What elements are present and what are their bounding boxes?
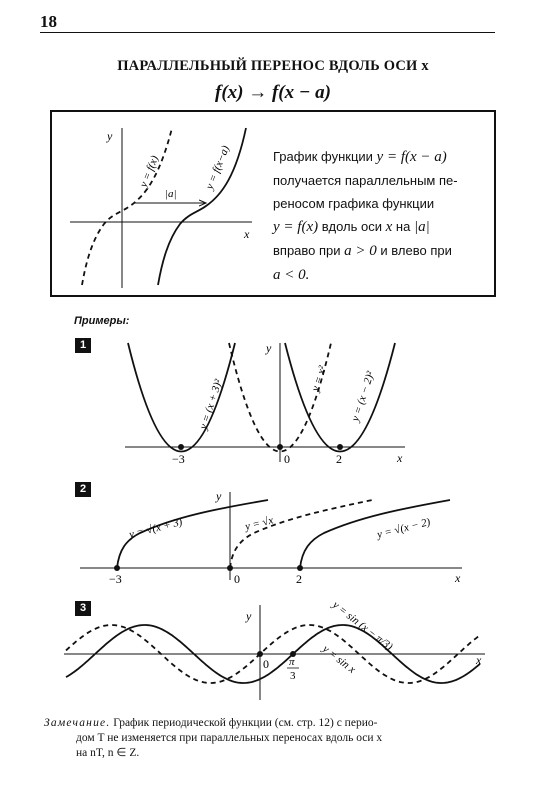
ex1-label-mid: y = x²: [309, 364, 329, 393]
rule-axis-y-label: y: [107, 129, 113, 143]
ex3-tick-zero: 0: [263, 657, 269, 671]
example-3-badge: 3: [75, 601, 91, 616]
rule-axis-x-label: x: [244, 227, 250, 241]
ex1-axis-x-label: x: [397, 451, 403, 465]
section-title: ПАРАЛЛЕЛЬНЫЙ ПЕРЕНОС ВДОЛЬ ОСИ x: [117, 58, 429, 74]
ex1-axis-y-label: y: [266, 341, 272, 355]
ex2-axis-y-label: y: [216, 489, 222, 503]
rule-text-13: a < 0.: [273, 267, 310, 283]
ex2-label-left: y = √(x + 3): [127, 516, 184, 541]
remark-line-2: дом T не изменяется при параллельных переносах вдоль оси x: [76, 732, 383, 744]
ex3-label-base: y = sin x: [320, 642, 358, 676]
ex3-tick-pi-den: 3: [290, 670, 296, 682]
ex3-axis-x-label: x: [476, 653, 482, 667]
ex2-tick-left: −3: [109, 572, 122, 586]
ex3-axis-y-label: y: [246, 609, 252, 623]
remark-title: Замечание.: [44, 717, 111, 729]
example-1-badge: 1: [75, 338, 91, 353]
ex3-tick-pi: π: [289, 656, 295, 668]
example-2-badge: 2: [75, 482, 91, 497]
rule-text-7: x: [385, 219, 393, 235]
examples-label: Примеры:: [74, 315, 130, 327]
remark-line-1: График периодической функции (см. стр. 12) с перио-: [113, 717, 378, 729]
ex1-label-left: y = (x + 3)²: [197, 378, 225, 431]
ex1-label-right: y = (x − 2)²: [349, 370, 377, 423]
rule-text-3: получается параллельным пе-: [273, 173, 458, 188]
ex2-tick-zero: 0: [234, 572, 240, 586]
ex3-label-shifted: y = sin (x − π/3): [330, 598, 395, 654]
remark: [44, 716, 514, 761]
rule-label-original: y = f(x): [137, 153, 162, 190]
ex1-tick-zero: 0: [284, 452, 290, 466]
rule-text-5: y = f(x): [273, 219, 319, 235]
page-number: 18: [40, 12, 57, 31]
ex1-tick-left: −3: [172, 452, 185, 466]
ex1-tick-right: 2: [336, 452, 342, 466]
rule-text-9: |a|: [413, 219, 430, 235]
ex2-axis-x-label: x: [455, 571, 461, 585]
ex2-label-right: y = √(x − 2): [375, 516, 432, 541]
ex2-label-mid: y = √x: [243, 514, 275, 533]
rule-text-8: на: [395, 219, 411, 234]
section-formula: f(x) → f(x − a): [215, 82, 331, 103]
rule-text-4: реносом графика функции: [273, 196, 435, 211]
remark-line-3: на nT, n ∈ Z.: [76, 747, 140, 759]
rule-text-11: a > 0: [344, 243, 377, 259]
ex2-tick-right: 2: [296, 572, 302, 586]
rule-label-shifted: y = f(x−a): [203, 143, 233, 192]
rule-text-2: y = f(x − a): [376, 149, 447, 165]
rule-text-10: вправо при: [273, 243, 341, 258]
rule-text-6: вдоль оси: [321, 219, 382, 234]
rule-shift-label: |a|: [165, 188, 177, 200]
rule-text-12: и влево при: [380, 243, 452, 258]
rule-text-1: График функции: [273, 149, 373, 164]
